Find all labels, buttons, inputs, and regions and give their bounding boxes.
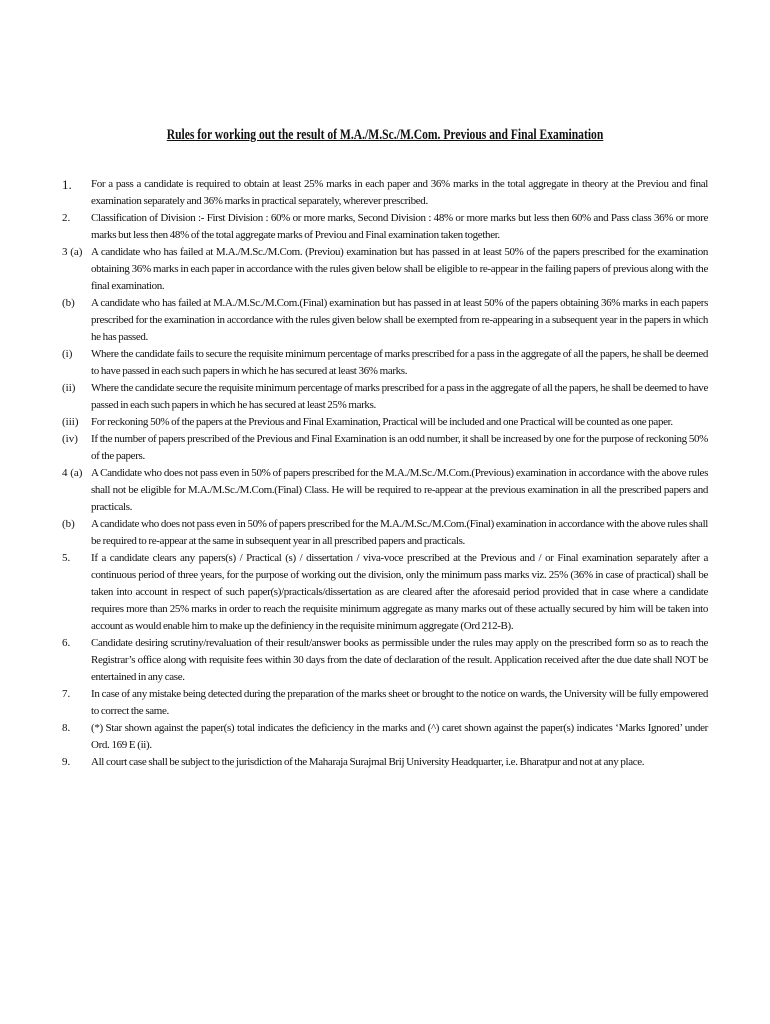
rule-text: Where the candidate fails to secure the requisite minimum percentage of marks prescribed for a pass in the aggregate of all the papers, he shall be deemed to have passed in each such papers in which he has secured at least 36% marks. [91, 348, 708, 377]
rule-number: 7. [62, 688, 71, 700]
rule-number: (ii) [62, 382, 76, 394]
rule-item [62, 244, 708, 295]
rule-number: (i) [62, 348, 73, 360]
rules-list [62, 176, 708, 771]
rule-number: (b) [62, 297, 75, 309]
rule-item [62, 380, 708, 414]
rule-text: A candidate who has failed at M.A./M.Sc./M.Com. (Previou) examination but has passed in at least 50% of the papers prescribed for the examination obtaining 36% marks in each paper in accordance with the rules given below shall be eligible to re-appear in the failing papers of previous along with the final examination. [91, 246, 708, 292]
rule-item [62, 465, 708, 516]
document-title: Rules for working out the result of M.A./M.Sc./M.Com. Previous and Final Examination [166, 127, 604, 143]
rule-item [62, 635, 708, 686]
rule-number: 9. [62, 756, 71, 768]
rule-text: A Candidate who does not pass even in 50% of papers prescribed for the M.A./M.Sc./M.Com.(Previous) examination in accordance with the above rules shall not be eligible for M.A./M.Sc./M.Com.(Final) Class. He will be required to re-appear at the previous examination in all the prescribed papers and practicals. [91, 467, 708, 513]
rule-number: 3 (a) [62, 246, 83, 258]
rule-number: (iv) [62, 433, 78, 445]
rule-number: 4 (a) [62, 467, 83, 479]
rule-number: (iii) [62, 416, 79, 428]
rule-text: For reckoning 50% of the papers at the Previous and Final Examination, Practical will be included and one Practical will be counted as one paper. [91, 416, 673, 428]
rule-item [62, 550, 708, 635]
rule-item [62, 686, 708, 720]
rule-item [62, 414, 708, 431]
rule-number: 2. [62, 212, 71, 224]
rule-item [62, 346, 708, 380]
rule-item [62, 720, 708, 754]
rule-text: In case of any mistake being detected during the preparation of the marks sheet or brought to the notice on wards, the University will be fully empowered to correct the same. [91, 688, 708, 717]
rule-text: A candidate who does not pass even in 50% of papers prescribed for the M.A./M.Sc./M.Com.(Final) examination in accordance with the above rules shall be required to re-appear at the same in subsequent year in all prescribed papers and practicals. [91, 518, 708, 547]
rule-text: Where the candidate secure the requisite minimum percentage of marks prescribed for a pass in the aggregate of all the papers, he shall be deemed to have passed in each such papers in which he has secured at least 25% marks. [91, 382, 708, 411]
rule-text: All court case shall be subject to the jurisdiction of the Maharaja Surajmal Brij University Headquarter, i.e. Bharatpur and not at any place. [91, 756, 645, 768]
rule-text: Classification of Division :- First Division : 60% or more marks, Second Division : 48% or more marks but less then 60% and Pass class 36% or more marks but less then 48% of the total aggregate marks of Previou and Final examination taken together. [91, 212, 708, 241]
rule-text: If the number of papers prescribed of the Previous and Final Examination is an odd number, it shall be increased by one for the purpose of reckoning 50% of the papers. [91, 433, 708, 462]
rule-number: (b) [62, 518, 75, 530]
rule-item [62, 295, 708, 346]
rule-text: A candidate who has failed at M.A./M.Sc./M.Com.(Final) examination but has passed in at least 50% of the papers obtaining 36% marks in each papers prescribed for the examination in accordance with the rules given below shall be exempted from re-appearing in a subsequent year in the papers in which he has passed. [91, 297, 708, 343]
rule-text: For a pass a candidate is required to obtain at least 25% marks in each paper and 36% marks in the total aggregate in theory at the Previou and final examination separately and 36% marks in practical separately, wherever prescribed. [91, 178, 708, 207]
rule-text: If a candidate clears any papers(s) / Practical (s) / dissertation / viva-voce prescribed at the Previous and / or Final examination separately after a continuous period of three years, for the purpose of working out the division, only the minimum pass marks viz. 25% (36% in case of practical) shall be taken into account in respect of such paper(s)/practicals/dissertation as are cleared after the aforesaid period provided that in case where a candidate requires more than 25% marks in order to reach the requisite minimum aggregate as many marks out of these actually secured by him will be taken into account as would enable him to make up the definiency in the requisite minimum aggregate (Ord 212-B). [91, 552, 708, 632]
rule-item [62, 754, 708, 771]
rule-number: 8. [62, 722, 71, 734]
rule-item [62, 516, 708, 550]
rule-item [62, 176, 708, 210]
rule-text: (*) Star shown against the paper(s) total indicates the deficiency in the marks and (^) caret shown against the paper(s) indicates ‘Marks Ignored’ under Ord. 169 E (ii). [91, 722, 708, 751]
rule-number: 5. [62, 552, 71, 564]
rule-item [62, 210, 708, 244]
rule-number: 1. [62, 177, 72, 192]
rule-number: 6. [62, 637, 71, 649]
rule-item [62, 431, 708, 465]
rule-text: Candidate desiring scrutiny/revaluation of their result/answer books as permissible under the rules may apply on the prescribed form so as to reach the Registrar’s office along with requisite fees within 30 days from the date of declaration of the result. Application received after the due date shall NOT be entertained in any case. [91, 637, 708, 683]
